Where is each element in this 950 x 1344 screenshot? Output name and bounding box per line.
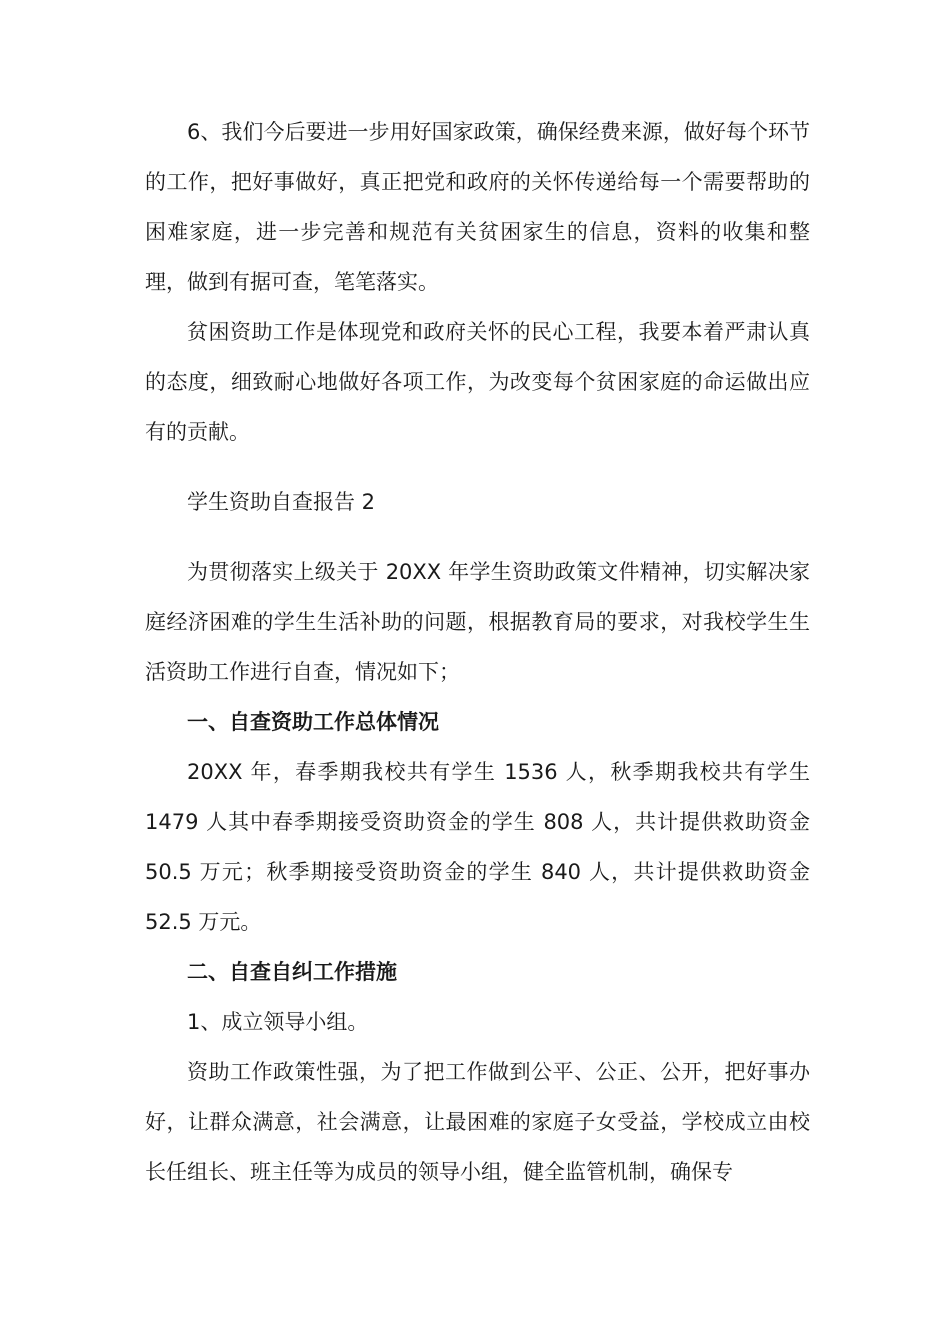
document-body [145, 107, 810, 1197]
section-1-heading: 一、自查资助工作总体情况 [187, 710, 439, 734]
item-1-paragraph: 资助工作政策性强，为了把工作做到公平、公正、公开，把好事办好，让群众满意，社会满意，让最困难的家庭子女受益，学校成立由校长任组长、班主任等为成员的领导小组，健全监管机制，确保专 [145, 1060, 810, 1184]
spacer [145, 527, 810, 547]
section-2-heading: 二、自查自纠工作措施 [187, 960, 397, 984]
section-1-paragraph: 20XX 年，春季期我校共有学生 1536 人，秋季期我校共有学生 1479 人其中春季期接受资助资金的学生 808 人，共计提供救助资金 50.5 万元；秋季期接受资助资金的学生 840 人，共计提供救助资金 52.5 万元。 [145, 760, 810, 934]
report-title: 学生资助自查报告 2 [187, 490, 376, 514]
intro-paragraph: 为贯彻落实上级关于 20XX 年学生资助政策文件精神，切实解决家庭经济困难的学生生活补助的问题，根据教育局的要求，对我校学生生活资助工作进行自查，情况如下； [145, 560, 810, 684]
paragraph-item-6: 6、我们今后要进一步用好国家政策，确保经费来源，做好每个环节的工作，把好事做好，真正把党和政府的关怀传递给每一个需要帮助的困难家庭，进一步完善和规范有关贫困家生的信息，资料的收集和整理，做到有据可查，笔笔落实。 [145, 120, 810, 294]
spacer [145, 457, 810, 477]
item-1-heading: 1、成立领导小组。 [187, 1010, 369, 1034]
paragraph-closing: 贫困资助工作是体现党和政府关怀的民心工程，我要本着严肃认真的态度，细致耐心地做好各项工作，为改变每个贫困家庭的命运做出应有的贡献。 [145, 320, 810, 444]
